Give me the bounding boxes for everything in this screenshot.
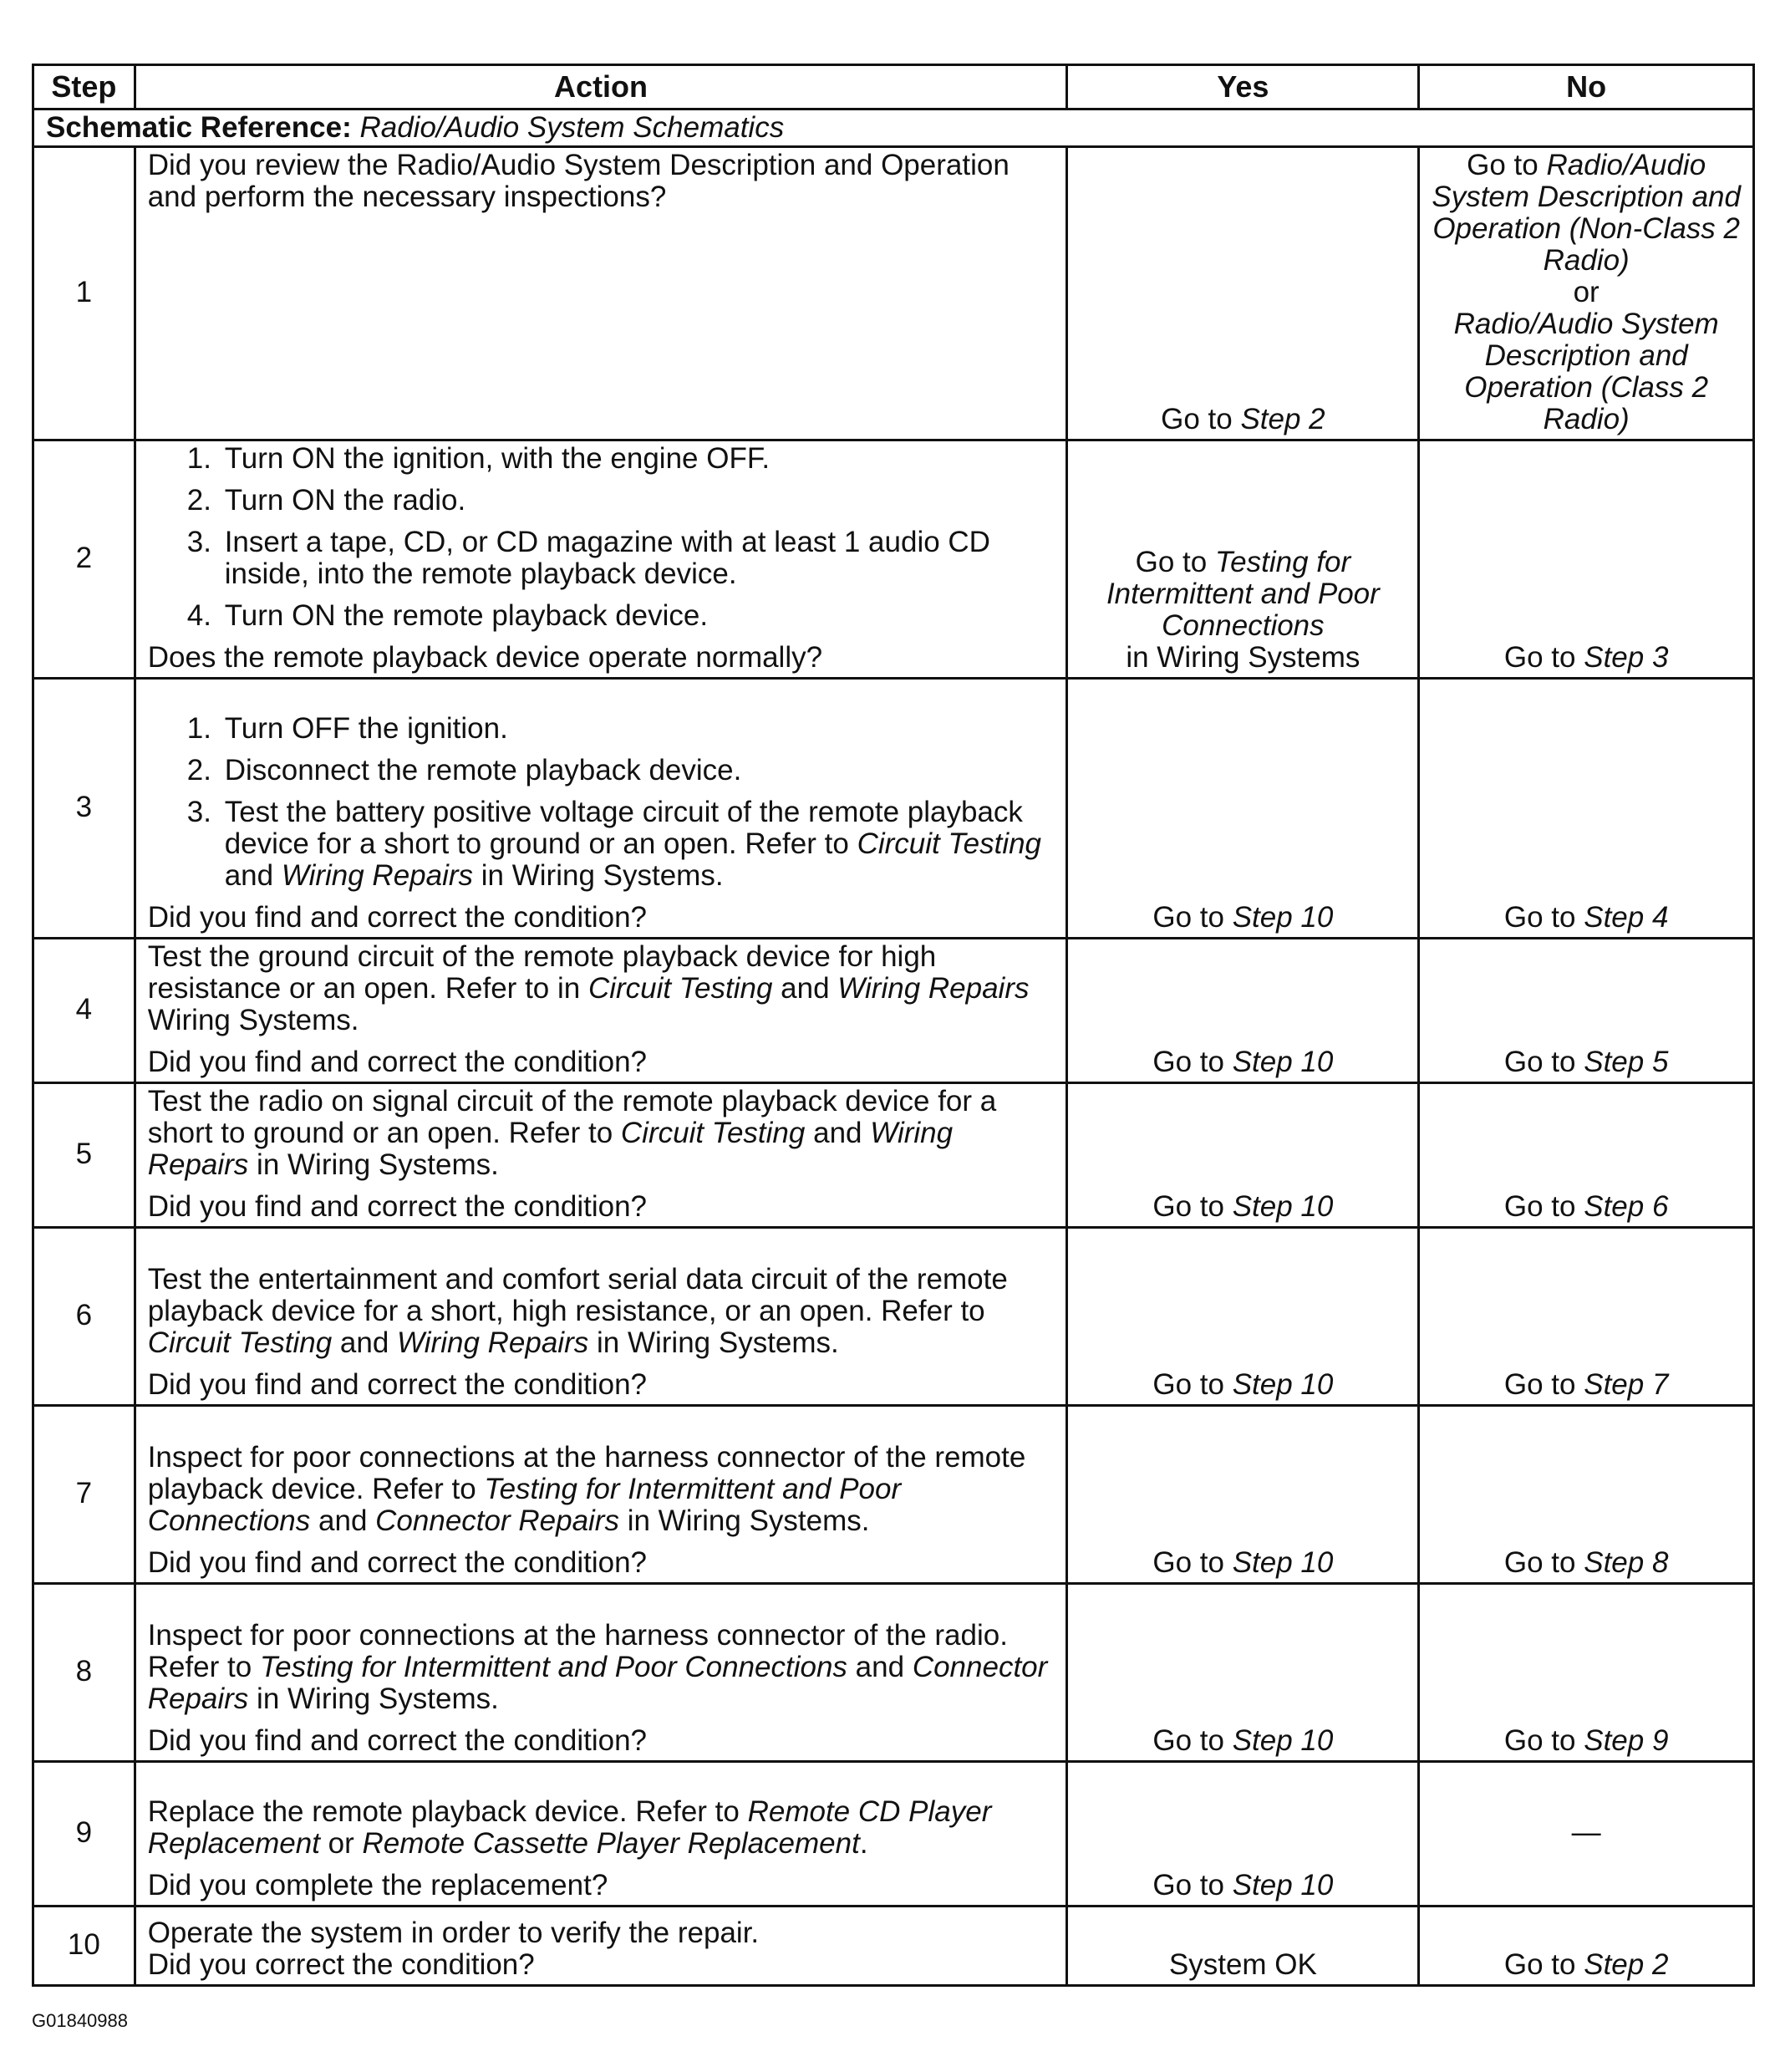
action-text: Replace the remote playback device. Refer to: [147, 1795, 740, 1828]
action-list-item: [220, 797, 1055, 892]
no-link[interactable]: Radio/Audio System Description and Operation (Class 2 Radio): [1453, 308, 1719, 435]
yes-link[interactable]: Step 10: [1232, 1546, 1334, 1579]
yes-cell: [1067, 1584, 1419, 1762]
action-link[interactable]: Circuit Testing: [620, 1117, 806, 1149]
action-link[interactable]: Wiring Repairs: [281, 859, 474, 892]
no-link[interactable]: Step 8: [1584, 1546, 1669, 1579]
action-cell: [135, 1083, 1067, 1228]
yes-prefix: Go to: [1152, 1724, 1224, 1757]
yes-cell: [1067, 1907, 1419, 1986]
no-cell: [1419, 440, 1754, 679]
action-text: Inspect for poor connections at the harness connector of the remote playback device. Refer to: [147, 1441, 1026, 1505]
no-link[interactable]: Step 4: [1584, 901, 1669, 934]
header-no: No: [1419, 65, 1754, 109]
action-text: Operate the system in order to verify the repair.: [147, 1917, 760, 1949]
step-number: 8: [33, 1584, 135, 1762]
action-question: Did you find and correct the condition?: [147, 1546, 648, 1579]
header-action: Action: [135, 65, 1067, 109]
no-link[interactable]: Step 5: [1584, 1046, 1669, 1078]
action-paragraph: [148, 1620, 1055, 1715]
yes-cell: [1067, 1083, 1419, 1228]
action-link[interactable]: Wiring Repairs: [837, 972, 1030, 1005]
step-number: 7: [33, 1406, 135, 1584]
header-step: Step: [33, 65, 135, 109]
no-cell: [1419, 1406, 1754, 1584]
action-text: and: [318, 1504, 368, 1537]
action-paragraph: [148, 1264, 1055, 1359]
yes-link[interactable]: Step 10: [1232, 1724, 1334, 1757]
yes-link[interactable]: Step 10: [1232, 1368, 1334, 1401]
no-or: or: [1573, 276, 1600, 308]
action-question: Did you find and correct the condition?: [147, 901, 648, 934]
reference-link[interactable]: Radio/Audio System Schematics: [359, 111, 785, 144]
yes-prefix: Go to: [1152, 1046, 1224, 1078]
action-text: Test the radio on signal circuit of the remote playback device for a short to ground or an open. Refer to: [147, 1085, 997, 1149]
step-number: 2: [33, 440, 135, 679]
action-text: Inspect for poor connections at the harness connector of the radio. Refer to: [147, 1619, 1008, 1683]
action-text: Wiring Systems.: [147, 1004, 359, 1036]
step-number: 3: [33, 679, 135, 939]
action-link[interactable]: Circuit Testing: [147, 1326, 333, 1359]
step-number: 10: [33, 1907, 135, 1986]
no-prefix: Go to: [1503, 1948, 1576, 1981]
action-link[interactable]: Connector Repairs: [375, 1504, 619, 1537]
no-link[interactable]: Step 3: [1584, 641, 1669, 674]
yes-cell: [1067, 1406, 1419, 1584]
yes-cell: [1067, 440, 1419, 679]
step-number: 1: [33, 147, 135, 440]
action-list: [148, 443, 1055, 632]
yes-prefix: Go to: [1152, 1190, 1224, 1223]
table-row: [33, 147, 1754, 440]
action-text: in Wiring Systems.: [257, 1148, 499, 1181]
action-text: Test the ground circuit of the remote playback device for high resistance or an open. Refer to in: [147, 940, 937, 1005]
yes-prefix: Go to: [1152, 901, 1224, 934]
action-text: Did you review the Radio/Audio System Description and Operation and perform the necessary inspections?: [147, 149, 1010, 213]
action-text: Test the battery positive voltage circuit of the remote playback device for a short to ground or an open. Refer to: [224, 796, 1023, 860]
no-link[interactable]: Step 9: [1584, 1724, 1669, 1757]
action-question: Does the remote playback device operate normally?: [147, 641, 823, 674]
action-text: and: [339, 1326, 389, 1359]
yes-cell: [1067, 1762, 1419, 1907]
action-question: Did you find and correct the condition?: [147, 1724, 648, 1757]
yes-cell: [1067, 147, 1419, 440]
action-paragraph: [148, 1086, 1055, 1181]
action-cell: [135, 1762, 1067, 1907]
action-cell: [135, 939, 1067, 1083]
action-cell: [135, 440, 1067, 679]
table-row: [33, 939, 1754, 1083]
action-question: Did you correct the condition?: [147, 1948, 535, 1981]
table-row: [33, 1584, 1754, 1762]
no-cell: [1419, 1083, 1754, 1228]
action-cell: [135, 679, 1067, 939]
step-number: 9: [33, 1762, 135, 1907]
yes-prefix: Go to: [1135, 546, 1208, 578]
action-link[interactable]: Wiring Repairs: [397, 1326, 589, 1359]
action-text: and: [781, 972, 830, 1005]
no-cell: [1419, 1584, 1754, 1762]
action-question: Did you find and correct the condition?: [147, 1190, 648, 1223]
no-cell: [1419, 679, 1754, 939]
no-cell: [1419, 147, 1754, 440]
action-link[interactable]: Remote CD Player Replacement: [147, 1795, 992, 1860]
no-cell: [1419, 1762, 1754, 1907]
action-list-item: 2. Disconnect the remote playback device.: [220, 755, 1055, 787]
yes-prefix: Go to: [1161, 403, 1233, 435]
table-row: [33, 1228, 1754, 1406]
no-dash: —: [1571, 1816, 1601, 1849]
no-link[interactable]: Step 2: [1584, 1948, 1669, 1981]
action-text: Test the entertainment and comfort serial data circuit of the remote playback device for a short, high resistance, or an open. Refer to: [147, 1263, 1008, 1327]
action-text: and: [855, 1651, 905, 1683]
step-number: 4: [33, 939, 135, 1083]
yes-link[interactable]: Step 10: [1232, 1190, 1334, 1223]
table-row: [33, 1406, 1754, 1584]
action-link[interactable]: Circuit Testing: [587, 972, 773, 1005]
action-link[interactable]: Testing for Intermittent and Poor Connections: [147, 1473, 902, 1537]
no-prefix: Go to: [1503, 901, 1576, 934]
yes-link[interactable]: Step 2: [1240, 403, 1325, 435]
yes-cell: [1067, 679, 1419, 939]
action-link[interactable]: Connector Repairs: [147, 1651, 1048, 1715]
no-link[interactable]: Step 7: [1584, 1368, 1669, 1401]
action-list-item: 4. Turn ON the remote playback device.: [220, 600, 1055, 632]
action-cell: [135, 1406, 1067, 1584]
schematic-reference: [33, 109, 1754, 147]
no-prefix: Go to: [1503, 1368, 1576, 1401]
action-text: in Wiring Systems.: [481, 859, 724, 892]
yes-prefix: Go to: [1152, 1368, 1224, 1401]
table-row: [33, 1083, 1754, 1228]
action-list-item: 1. Turn OFF the ignition.: [220, 713, 1055, 745]
table-row: [33, 440, 1754, 679]
yes-link[interactable]: Testing for Intermittent and Poor Connections: [1106, 546, 1380, 642]
yes-link[interactable]: Step 10: [1232, 1046, 1334, 1078]
table-row: [33, 679, 1754, 939]
action-text: .: [859, 1827, 868, 1860]
no-link[interactable]: Radio/Audio System Description and Operation (Non-Class 2 Radio): [1432, 149, 1741, 277]
action-link[interactable]: Testing for Intermittent and Poor Connections: [259, 1651, 847, 1683]
yes-cell: [1067, 939, 1419, 1083]
action-paragraph: [148, 1442, 1055, 1537]
no-link[interactable]: Step 6: [1584, 1190, 1669, 1223]
yes-prefix: Go to: [1152, 1546, 1224, 1579]
no-prefix: Go to: [1503, 1724, 1576, 1757]
action-list: [148, 713, 1055, 892]
no-prefix: Go to: [1503, 641, 1576, 674]
action-text: in Wiring Systems.: [257, 1683, 499, 1715]
yes-prefix: Go to: [1152, 1869, 1224, 1901]
header-yes: Yes: [1067, 65, 1419, 109]
no-cell: [1419, 1907, 1754, 1986]
action-list-item: 2. Turn ON the radio.: [220, 485, 1055, 517]
action-question: Did you complete the replacement?: [147, 1869, 608, 1901]
action-list-item: 1. Turn ON the ignition, with the engine OFF.: [220, 443, 1055, 475]
schematic-reference-row: [33, 109, 1754, 147]
table-row: [33, 1762, 1754, 1907]
action-text: and: [224, 859, 274, 892]
action-text: in Wiring Systems.: [596, 1326, 839, 1359]
action-question: Did you find and correct the condition?: [147, 1368, 648, 1401]
action-cell: [135, 1907, 1067, 1986]
yes-cell: [1067, 1228, 1419, 1406]
action-link[interactable]: Remote Cassette Player Replacement: [362, 1827, 860, 1860]
action-text: in Wiring Systems.: [627, 1504, 870, 1537]
step-number: 6: [33, 1228, 135, 1406]
yes-text: System OK: [1168, 1948, 1317, 1981]
action-question: Did you find and correct the condition?: [147, 1046, 648, 1078]
header-row: [33, 65, 1754, 109]
figure-id: G01840988: [32, 2010, 128, 2031]
diagnostic-table: [32, 64, 1755, 1987]
no-cell: [1419, 939, 1754, 1083]
action-cell: [135, 147, 1067, 440]
action-text: or: [328, 1827, 354, 1860]
no-prefix: Go to: [1503, 1546, 1576, 1579]
step-number: 5: [33, 1083, 135, 1228]
yes-link[interactable]: Step 10: [1232, 901, 1334, 934]
no-prefix: Go to: [1503, 1046, 1576, 1078]
action-cell: [135, 1228, 1067, 1406]
reference-label: Schematic Reference:: [46, 111, 352, 144]
yes-link[interactable]: Step 10: [1232, 1869, 1334, 1901]
yes-suffix: in Wiring Systems: [1126, 641, 1360, 674]
action-link[interactable]: Wiring Repairs: [147, 1117, 954, 1181]
no-prefix: Go to: [1503, 1190, 1576, 1223]
action-paragraph: [148, 941, 1055, 1036]
no-cell: [1419, 1228, 1754, 1406]
action-link[interactable]: Circuit Testing: [857, 827, 1042, 860]
action-cell: [135, 1584, 1067, 1762]
no-prefix: Go to: [1467, 149, 1539, 181]
action-list-item: 3. Insert a tape, CD, or CD magazine with at least 1 audio CD inside, into the remote playback device.: [220, 527, 1055, 590]
table-row: [33, 1907, 1754, 1986]
action-text: and: [813, 1117, 862, 1149]
action-paragraph: [148, 1796, 1055, 1860]
